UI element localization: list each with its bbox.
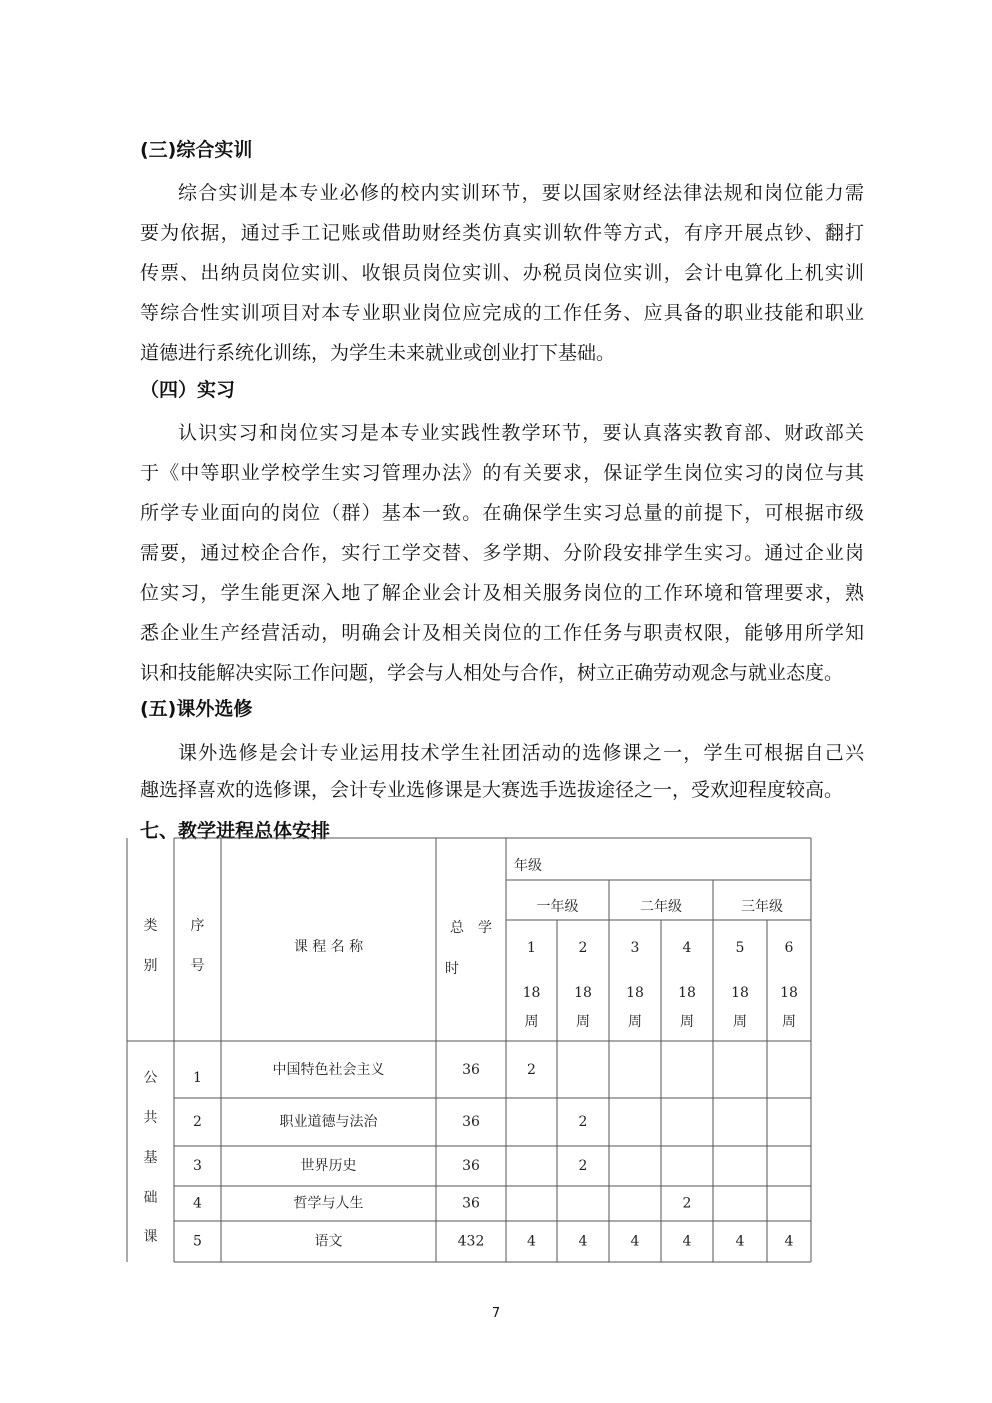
header-term-weeks: 周 bbox=[782, 1014, 796, 1030]
paragraph-line: 综合实训是本专业必修的校内实训环节，要以国家财经法律法规和岗位能力需 bbox=[178, 182, 864, 204]
header-term-weeks: 18 bbox=[731, 985, 749, 1001]
row-weekly-hours: 2 bbox=[578, 1158, 588, 1174]
header-year-label: 一年级 bbox=[536, 899, 579, 915]
header-total-hours-label: 时 bbox=[445, 961, 459, 977]
row-total-hours: 36 bbox=[462, 1158, 480, 1174]
paragraph-line: 认识实习和岗位实习是本专业实践性教学环节，要认真落实教育部、财政部关 bbox=[178, 422, 864, 444]
header-term-number: 5 bbox=[735, 940, 745, 956]
category-character: 课 bbox=[143, 1229, 158, 1245]
row-weekly-hours: 4 bbox=[784, 1233, 794, 1250]
paragraph-line: 识和技能解决实际工作问题，学会与人相处与合作，树立正确劳动观念与就业态度。 bbox=[140, 662, 844, 684]
page-number: 7 bbox=[491, 1306, 501, 1321]
row-weekly-hours: 4 bbox=[630, 1233, 640, 1250]
category-character: 基 bbox=[143, 1150, 158, 1166]
row-weekly-hours: 4 bbox=[527, 1233, 536, 1250]
paragraph-line: 趣选择喜欢的选修课，会计专业选修课是大赛选手选拔途径之一，受欢迎程度较高。 bbox=[140, 779, 844, 801]
category-character: 础 bbox=[143, 1190, 158, 1206]
paragraph-line: 需要，通过校企合作，实行工学交替、多学期、分阶段安排学生实习。通过企业岗 bbox=[140, 542, 864, 564]
row-number: 1 bbox=[193, 1070, 202, 1086]
row-course-name: 中国特色社会主义 bbox=[272, 1062, 385, 1078]
header-term-weeks: 周 bbox=[680, 1014, 694, 1030]
row-total-hours: 36 bbox=[462, 1062, 480, 1078]
header-category-label: 别 bbox=[143, 958, 158, 974]
category-character: 公 bbox=[143, 1070, 158, 1086]
row-number: 2 bbox=[193, 1114, 202, 1130]
header-term-number: 1 bbox=[527, 940, 536, 956]
header-term-number: 3 bbox=[630, 940, 640, 956]
header-number-label: 号 bbox=[190, 958, 205, 974]
section-heading-electives: (五)课外选修 bbox=[140, 698, 253, 720]
paragraph-line: 道德进行系统化训练，为学生未来就业或创业打下基础。 bbox=[140, 342, 616, 364]
paragraph-line: 所学专业面向的岗位（群）基本一致。在确保学生实习总量的前提下，可根据市级 bbox=[140, 502, 864, 524]
category-character: 共 bbox=[143, 1110, 158, 1126]
row-weekly-hours: 4 bbox=[578, 1233, 588, 1250]
row-course-name: 哲学与人生 bbox=[293, 1195, 364, 1212]
row-number: 5 bbox=[193, 1233, 202, 1250]
header-year-label: 二年级 bbox=[640, 899, 682, 915]
row-weekly-hours: 4 bbox=[682, 1233, 692, 1250]
header-term-weeks: 周 bbox=[524, 1014, 539, 1030]
row-total-hours: 36 bbox=[462, 1195, 480, 1212]
header-term-number: 4 bbox=[682, 940, 692, 956]
row-course-name: 语文 bbox=[314, 1233, 343, 1250]
paragraph-line: 课外选修是会计专业运用技术学生社团活动的选修课之一，学生可根据自己兴 bbox=[178, 742, 864, 764]
header-term-weeks: 18 bbox=[678, 985, 696, 1001]
header-term-weeks: 周 bbox=[576, 1014, 590, 1030]
paragraph-line: 位实习，学生能更深入地了解企业会计及相关服务岗位的工作环境和管理要求，熟 bbox=[140, 582, 864, 604]
paragraph-line: 悉企业生产经营活动，明确会计及相关岗位的工作任务与职责权限，能够用所学知 bbox=[140, 622, 864, 644]
row-weekly-hours: 2 bbox=[527, 1062, 536, 1078]
row-weekly-hours: 2 bbox=[682, 1195, 692, 1212]
header-term-weeks: 18 bbox=[626, 985, 644, 1001]
row-course-name: 世界历史 bbox=[300, 1158, 357, 1174]
paragraph-line: 于《中等职业学校学生实习管理办法》的有关要求，保证学生岗位实习的岗位与其 bbox=[140, 462, 864, 484]
paragraph-line: 等综合性实训项目对本专业职业岗位应完成的工作任务、应具备的职业技能和职业 bbox=[140, 302, 864, 324]
header-year-label: 三年级 bbox=[741, 899, 783, 915]
row-number: 4 bbox=[193, 1195, 202, 1212]
header-grade-label: 年级 bbox=[514, 858, 542, 874]
section-heading-internship: （四）实习 bbox=[140, 379, 236, 401]
header-term-weeks: 周 bbox=[628, 1014, 642, 1030]
header-course-name-label: 课 程 名 称 bbox=[293, 939, 364, 955]
header-term-weeks: 周 bbox=[733, 1014, 747, 1030]
row-weekly-hours: 2 bbox=[578, 1114, 588, 1130]
header-term-weeks: 18 bbox=[574, 985, 592, 1001]
section-heading-teaching-schedule: 七、教学进程总体安排 bbox=[140, 820, 331, 842]
section-heading-comprehensive-training: (三)综合实训 bbox=[140, 139, 253, 161]
row-total-hours: 36 bbox=[462, 1114, 480, 1130]
header-term-weeks: 18 bbox=[522, 985, 541, 1001]
header-number-label: 序 bbox=[190, 918, 205, 934]
header-category-label: 类 bbox=[143, 918, 158, 934]
paragraph-line: 传票、出纳员岗位实训、收银员岗位实训、办税员岗位实训，会计电算化上机实训 bbox=[140, 262, 864, 284]
header-term-number: 6 bbox=[784, 940, 794, 956]
row-total-hours: 432 bbox=[457, 1233, 485, 1250]
paragraph-line: 要为依据，通过手工记账或借助财经类仿真实训软件等方式，有序开展点钞、翻打 bbox=[140, 222, 864, 244]
header-term-weeks: 18 bbox=[780, 985, 798, 1001]
row-weekly-hours: 4 bbox=[735, 1233, 745, 1250]
header-total-hours-label: 总 学 bbox=[450, 920, 492, 936]
row-number: 3 bbox=[193, 1158, 202, 1174]
header-term-number: 2 bbox=[578, 940, 588, 956]
row-course-name: 职业道德与法治 bbox=[279, 1114, 378, 1130]
